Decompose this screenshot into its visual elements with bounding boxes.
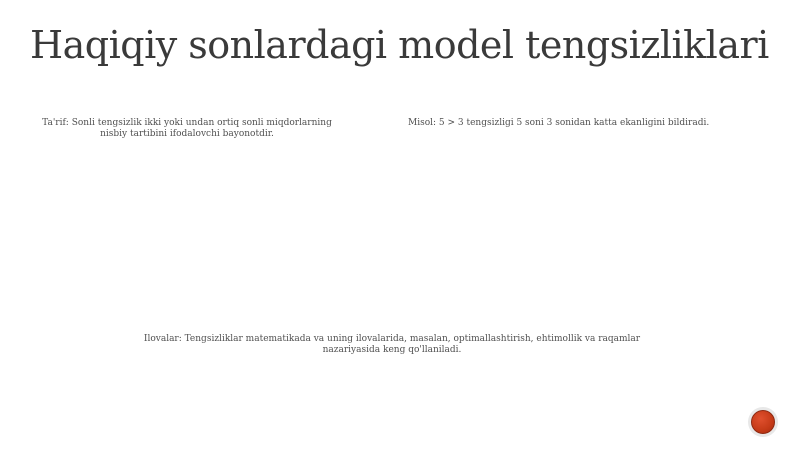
next-slide-button[interactable] (748, 407, 778, 437)
example-text: Misol: 5 > 3 tengsizligi 5 soni 3 sonidan katta ekanligini bildiradi. (408, 118, 710, 128)
definition-text: Ta'rif: Sonli tengsizlik ikki yoki undan ortiq sonli miqdorlarning nisbiy tartibini ifodalovchi bayonotdir. (42, 118, 332, 139)
applications-text: Ilovalar: Tengsizliklar matematikada va uning ilovalarida, masalan, optimallashtirish, ehtimollik va raqamlar nazariyasida keng qo'llaniladi. (143, 334, 641, 355)
circle-button-icon (751, 410, 775, 434)
slide-title: Haqiqiy sonlardagi model tengsizliklari (30, 23, 769, 67)
